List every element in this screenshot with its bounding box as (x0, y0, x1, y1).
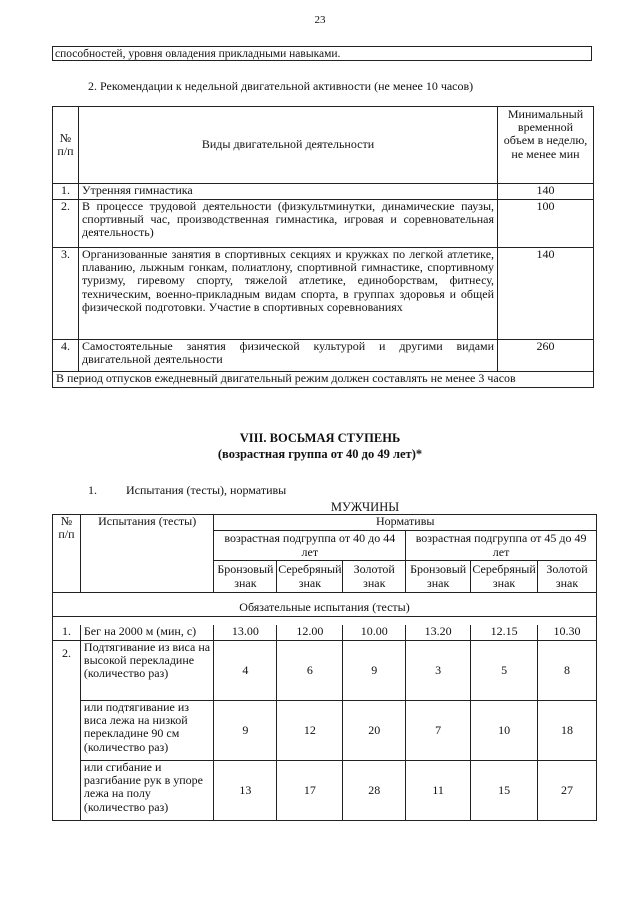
test-value: 12 (277, 701, 343, 761)
test-value: 13.00 (214, 625, 277, 641)
test-value: 12.15 (471, 625, 538, 641)
test-value: 18 (538, 701, 597, 761)
rec-row-num: 4. (53, 340, 79, 372)
rec-row-minutes: 140 (498, 184, 594, 200)
test-value: 3 (406, 641, 471, 701)
rec-row-num: 3. (53, 248, 79, 340)
item-text: Испытания (тесты), нормативы (126, 483, 287, 497)
rec-row-num: 1. (53, 184, 79, 200)
badge-bronze: Бронзовый знак (214, 561, 277, 593)
test-name: Бег на 2000 м (мин, с) (80, 625, 214, 641)
tests-col-num: № п/п (53, 515, 81, 593)
section-title: VIII. ВОСЬМАЯ СТУПЕНЬ (239, 431, 401, 445)
test-value: 17 (277, 761, 343, 821)
badge-bronze: Бронзовый знак (406, 561, 471, 593)
badge-gold: Золотой знак (343, 561, 406, 593)
tests-table (52, 514, 597, 821)
test-num: 1. (53, 625, 81, 641)
test-name: или подтягивание из виса лежа на низкой перекладине 90 см (количество раз) (80, 701, 214, 761)
rec-row-text: Самостоятельные занятия физической культурой и другими видами двигательной деятельности (78, 340, 497, 372)
test-value: 10.30 (538, 625, 597, 641)
gender-label: МУЖЧИНЫ (330, 500, 400, 514)
rec-row-minutes: 140 (498, 248, 594, 340)
recommendations-table (52, 106, 594, 388)
mandatory-label: Обязательные испытания (тесты) (53, 601, 597, 617)
test-value: 11 (406, 761, 471, 821)
test-value: 8 (538, 641, 597, 701)
page-number: 23 (314, 14, 326, 26)
rec-row-minutes: 100 (498, 200, 594, 248)
test-value: 10.00 (343, 625, 406, 641)
badge-silver: Серебряный знак (277, 561, 343, 593)
item-number: 1. (88, 483, 97, 497)
badge-gold: Золотой знак (538, 561, 597, 593)
test-num: 2. (53, 641, 81, 821)
continuation-text: способностей, уровня овладения прикладными навыками. (52, 46, 592, 61)
test-value: 13.20 (406, 625, 471, 641)
test-value: 20 (343, 701, 406, 761)
test-value: 12.00 (277, 625, 343, 641)
recommendations-heading: 2. Рекомендации к недельной двигательной активности (не менее 10 часов) (88, 79, 474, 93)
rec-row-text: В процессе трудовой деятельности (физкультминутки, динамические паузы, спортивный час, производственная гимнастика, игровая и соревновательная деятельность) (78, 200, 497, 248)
badge-silver: Серебряный знак (471, 561, 538, 593)
test-value: 9 (214, 701, 277, 761)
rec-col-minutes: Минимальный временной объем в неделю, не менее мин (498, 107, 594, 184)
test-name: или сгибание и разгибание рук в упоре лежа на полу (количество раз) (80, 761, 214, 821)
test-name: Подтягивание из виса на высокой перекладине (количество раз) (80, 641, 214, 701)
test-value: 15 (471, 761, 538, 821)
tests-col-norms: Нормативы (214, 515, 597, 531)
rec-col-activity: Виды двигательной деятельности (78, 107, 497, 184)
test-value: 5 (471, 641, 538, 701)
test-value: 7 (406, 701, 471, 761)
test-value: 27 (538, 761, 597, 821)
test-value: 13 (214, 761, 277, 821)
subgroup-45-49: возрастная подгруппа от 45 до 49 лет (406, 531, 597, 561)
test-value: 4 (214, 641, 277, 701)
rec-col-num: № п/п (53, 107, 79, 184)
subgroup-40-44: возрастная подгруппа от 40 до 44 лет (214, 531, 406, 561)
test-value: 6 (277, 641, 343, 701)
test-value: 9 (343, 641, 406, 701)
test-value: 28 (343, 761, 406, 821)
rec-row-num: 2. (53, 200, 79, 248)
rec-row-text: Организованные занятия в спортивных секциях и кружках по легкой атлетике, плаванию, лыжным гонкам, полиатлону, спортивной гимнастике, спортивному туризму, гиревому спорту, тяжелой атлетике, единоборствам, фитнесу, техническим, военно-прикладным видам спорта, в группах здоровья и общей физической подготовки. Участие в спортивных соревнованиях (78, 248, 497, 340)
section-subtitle: (возрастная группа от 40 до 49 лет)* (217, 447, 423, 461)
tests-col-tests: Испытания (тесты) (80, 515, 214, 593)
test-value: 10 (471, 701, 538, 761)
rec-footer: В период отпусков ежедневный двигательный режим должен составлять не менее 3 часов (53, 372, 594, 388)
rec-row-text: Утренняя гимнастика (78, 184, 497, 200)
rec-row-minutes: 260 (498, 340, 594, 372)
